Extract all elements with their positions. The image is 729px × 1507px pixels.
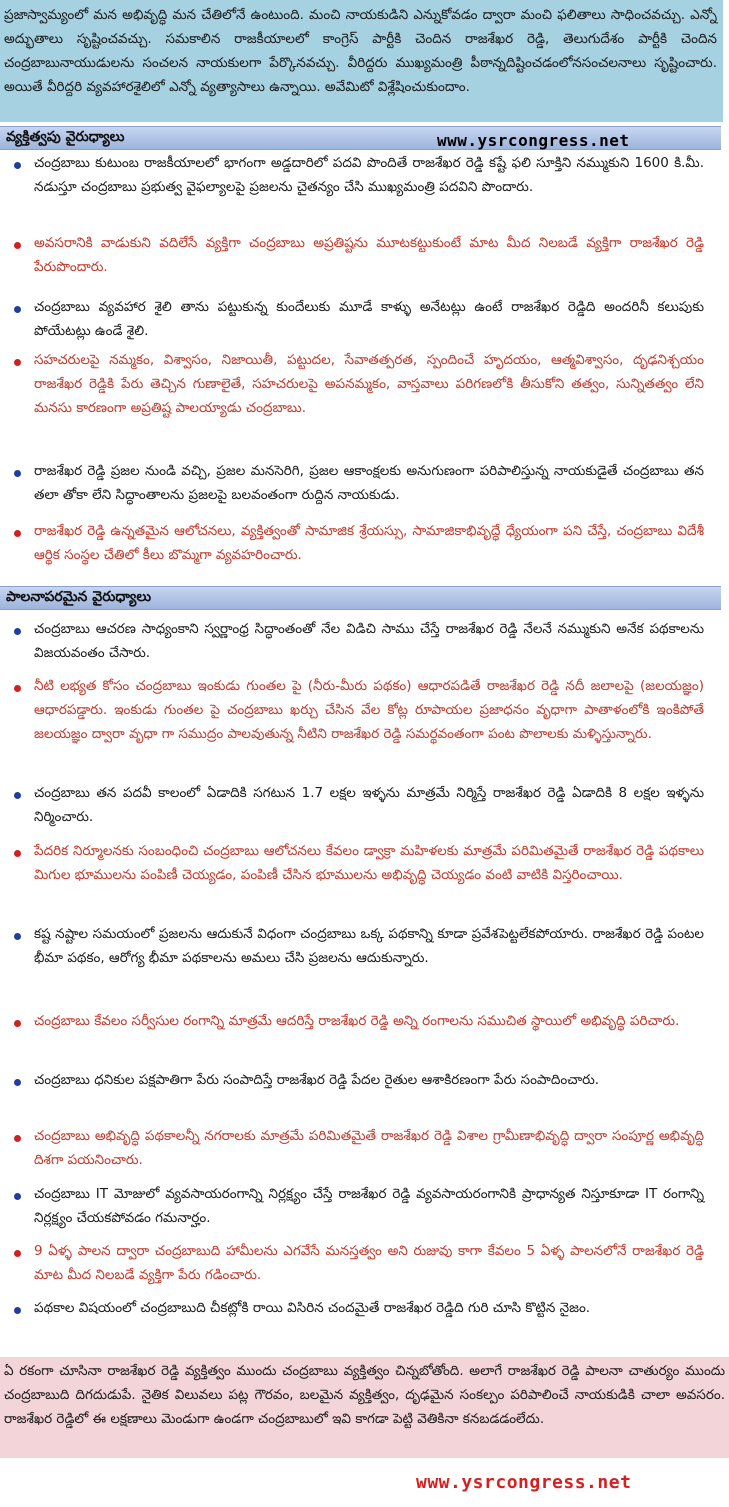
footer-url: www.ysrcongress.net [416,1472,632,1493]
watermark-url: www.ysrcongress.net [437,131,630,150]
bullet-icon [14,242,21,249]
bullet-icon [14,933,21,940]
list-item: చంద్రబాబు ధనికుల పక్షపాతిగా పేరు సంపాదిస్తే రాజశేఖర రెడ్డి పేదల రైతుల ఆశాకిరణంగా పేరు సంపాదించారు. [34,1072,600,1088]
bullet-icon [14,1135,21,1142]
list-item: చంద్రబాబు IT మోజులో వ్యవసాయరంగాన్ని నిర్లక్ష్యం చేస్తే రాజశేఖర రెడ్డి వ్యవసాయరంగానికి ప్రాధాన్యత నిస్తూకూడా IT రంగాన్ని నిర్లక్ష్యం చేయకపోవడం గమనార్హం. [34,1186,704,1226]
bullet-icon [14,1307,21,1314]
list-item: 9 ఏళ్ళ పాలన ద్వారా చంద్రబాబుది హామీలను ఎగవేసే మనస్తత్వం అని రుజువు కాగా కేవలం 5 ఏళ్ళ పాలనలోనే రాజశేఖర రెడ్డి మాట మీద నిలబడే వ్యక్తిగా పేరు గడించారు. [34,1243,704,1283]
list-item: రాజశేఖర రెడ్డి ఉన్నతమైన ఆలోచనలు, వ్యక్తిత్వంతో సామాజిక శ్రేయస్సు, సామాజికాభివృద్ధే ధ్యేయంగా పని చేస్తే, చంద్రబాబు విదేశీ ఆర్థిక సంస్థల చేతిలో కీలు బొమ్మగా వ్యవహరించారు. [34,523,704,563]
bullet-icon [14,792,21,799]
list-item: చంద్రబాబు కేవలం సర్వీసుల రంగాన్ని మాత్రమే ఆదరిస్తే రాజశేఖర రెడ్డి అన్ని రంగాలను సముచిత స్థాయిలో అభివృద్ధి పరిచారు. [34,1013,680,1029]
list-item: చంద్రబాబు ఆచరణ సాధ్యంకాని స్వర్ణాంధ్ర సిద్ధాంతంతో నేల విడిచి సాము చేస్తే రాజశేఖర రెడ్డి నేలనే నమ్ముకుని అనేక పథకాలను విజయవంతం చేసారు. [34,621,704,661]
list-item: నీటి లభ్యత కోసం చంద్రబాబు ఇంకుడు గుంతల పై (నీరు-మీరు పథకం) ఆధారపడితే రాజశేఖర రెడ్డి నదీ జలాలపై (జలయజ్ఞం) ఆధారపడ్డారు. ఇంకుడు గుంతల పై చంద్రబాబు ఖర్చు చేసిన వేల కోట్ల రూపాయల ప్రజాధనం వృధాగా పాతాళంలోకి ఇంకిపోతే జలయజ్ఞం ద్వారా వృధా గా సముద్రం పాలవుతున్న నీటిని రాజశేఖర రెడ్డి సమర్థవంతంగా పంట పొలాలకు మళ్ళిస్తున్నారు. [34,678,704,742]
bullet-icon [14,470,21,477]
list-item: చంద్రబాబు అభివృద్ధి పథకాలన్నీ నగరాలకు మాత్రమే పరిమితమైతే రాజశేఖర రెడ్డి విశాల గ్రామీణాభివృద్ధి ద్వారా సంపూర్ణ అభివృద్ధి దిశగా పయనించారు. [34,1128,704,1168]
list-item: చంద్రబాబు వ్యవహార శైలి తాను పట్టుకున్న కుందేలుకు మూడే కాళ్ళు అనేటట్లు ఉంటే రాజశేఖర రెడ్డిది అందరినీ కలుపుకు పోయేటట్లు ఉండే శైలి. [34,299,704,339]
list-item: పథకాల విషయంలో చంద్రబాబుది చీకట్లోకి రాయి విసిరిన చందమైతే రాజశేఖర రెడ్డిది గురి చూసి కొట్టిన నైజం. [34,1300,591,1316]
list-item: చంద్రబాబు తన పదవీ కాలంలో ఏడాదికి సగటున 1.7 లక్షల ఇళ్ళను మాత్రమే నిర్మిస్తే రాజశేఖర రెడ్డి ఏడాదికి 8 లక్షల ఇళ్ళను నిర్మించారు. [34,785,704,825]
bullet-icon [14,1020,21,1027]
bullet-icon [14,1250,21,1257]
list-item: కష్ట నష్టాల సమయంలో ప్రజలను ఆదుకునే విధంగా చంద్రబాబు ఒక్క పథకాన్ని కూడా ప్రవేశపెట్టలేకపోయారు. రాజశేఖర రెడ్డి పంటల భీమా పథకం, ఆరోగ్య భీమా పథకాలను అమలు చేసి ప్రజలను ఆదుకున్నారు. [34,926,704,966]
list-item: సహచరులపై నమ్మకం, విశ్వాసం, నిజాయితీ, పట్టుదల, సేవాతత్పరత, స్పందించే హృదయం, ఆత్మవిశ్వాసం, దృఢనిశ్చయం రాజశేఖర రెడ్డికి పేరు తెచ్చిన గుణాలైతే, సహచరులపై అపనమ్మకం, వాస్తవాలు పరిగణలోకి తీసుకోని తత్వం, సున్నితత్వం లేని మనసు కారణంగా అప్రతిష్ట పాలయ్యాడు చంద్రబాబు. [34,352,704,416]
list-item: పేదరిక నిర్మూలనకు సంబంధించి చంద్రబాబు ఆలోచనలు కేవలం డ్వాక్రా మహిళలకు మాత్రమే పరిమితమైతే రాజశేఖర రెడ్డి పథకాలు మిగుల భూములను పంపిణీ చెయ్యడం, పంపిణీ చేసిన భూములను అభివృద్ధి చెయ్యడం వంటి వాటికి విస్తరించాయి. [34,843,704,883]
intro-paragraph: ప్రజాస్వామ్యంలో మన అభివృద్ధి మన చేతిలోనే ఉంటుంది. మంచి నాయకుడిని ఎన్నుకోవడం ద్వారా మంచి ఫలితాలు సాధించవచ్చు. ఎన్నో అద్భుతాలు సృష్టించవచ్చు. సమకాలిన రాజకీయాలలో కాంగ్రెస్ పార్టీకి చెందిన రాజశేఖర రెడ్డి, తెలుగుదేశం పార్టీకి చెందిన చంద్రబాబునాయుడులను సంచలన నాయకులగా పేర్కొనవచ్చు. వీరిద్దరు ముఖ్యమంత్రి పీఠాన్నదిష్టించడంలోనసంచలనాలు సృష్టించారు. అయితే వీరిద్దరి వ్యవహారశైలిలో ఎన్నో వ్యత్యాసాలు ఉన్నాయి. అవేమిటో విశ్లేషించుకుందాం. [0,0,723,122]
list-item: చంద్రబాబు కుటుంబ రాజకీయాలలో భాగంగా అడ్డదారిలో పదవి పొందితే రాజశేఖర రెడ్డి కష్టే ఫలి సూక్తిని నమ్ముకుని 1600 కి.మీ. నడుస్తూ చంద్రబాబు ప్రభుత్వ వైఫల్యాలపై ప్రజలను చైతన్యం చేసి ముఖ్యమంత్రి పదవిని పొందారు. [34,155,704,195]
list-item: అవసరానికి వాడుకుని వదిలేసే వ్యక్తిగా చంద్రబాబు అప్రతిష్టను మూటకట్టుకుంటే మాట మీద నిలబడే వ్యక్తిగా రాజశేఖర రెడ్డి పేరుపొందారు. [34,235,704,275]
conclusion-paragraph: ఏ రకంగా చూసినా రాజశేఖర రెడ్డి వ్యక్తిత్వం ముందు చంద్రబాబు వ్యక్తిత్వం చిన్నబోతోంది. అలాగే రాజశేఖర రెడ్డి పాలనా చాతుర్యం ముందు చంద్రబాబుది దిగదుడుపే. నైతిక విలువలు పట్ల గౌరవం, బలమైన వ్యక్తిత్వం, దృఢమైన సంకల్పం పరిపాలించే నాయకుడికి చాలా అవసరం. రాజశేఖర రెడ్డిలో ఈ లక్షణాలు మెండుగా ఉండగా చంద్రబాబులో ఇవి కాగడా పెట్టి వెతికినా కనబడడంలేదు. [0,1357,729,1458]
bullet-icon [14,850,21,857]
bullet-icon [14,306,21,313]
list-item: రాజశేఖర రెడ్డి ప్రజల నుండి వచ్చి, ప్రజల మనసెరిగి, ప్రజల ఆకాంక్షలకు అనుగుణంగా పరిపాలిస్తున్న నాయకుడైతే చంద్రబాబు తన తలా తోకా లేని సిద్ధాంతాలను ప్రజలపై బలవంతంగా రుద్దిన నాయకుడు. [34,463,704,503]
bullet-icon [14,1193,21,1200]
bullet-icon [14,1079,21,1086]
bullet-icon [14,530,21,537]
bullet-icon [14,628,21,635]
bullet-icon [14,359,21,366]
bullet-icon [14,162,21,169]
bullet-icon [14,685,21,692]
section-header-governance: పాలనాపరమైన వైరుధ్యాలు [0,586,721,610]
section-header-personality: వ్యక్తిత్వపు వైరుధ్యాలు [0,126,721,150]
